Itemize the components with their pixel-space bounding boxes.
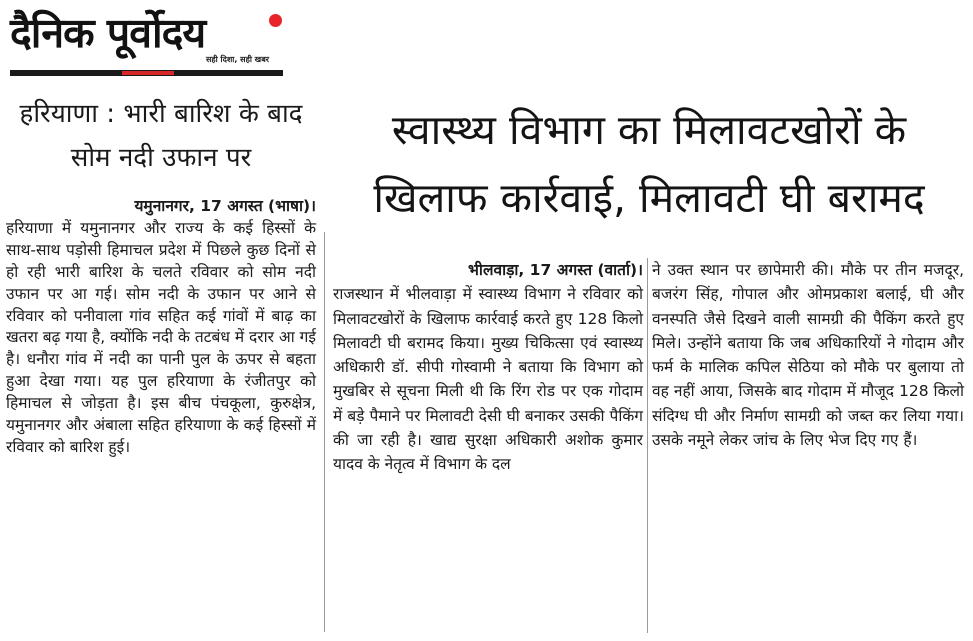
left-article-dateline: यमुनानगर, 17 अगस्त (भाषा)। bbox=[134, 197, 316, 215]
main-article-column-2 bbox=[652, 258, 964, 452]
main-article-column-1 bbox=[333, 258, 643, 477]
main-article-text-2: ने उक्त स्थान पर छापेमारी की। मौके पर तीन मजदूर, बजरंग सिंह, गोपाल और ओमप्रकाश बलाई, घी और वनस्पति जैसे दिखने वाली सामग्री की पैकिंग करते हुए मिले। उन्होंने बताया कि जब अधिकारियों ने गोदाम और फर्म के मालिक कपिल सेठिया को मौके पर बुलाया तो वह नहीं आया, जिसके बाद गोदाम में मौजूद 128 किलो संदिग्ध घी और निर्माण सामग्री को जब्त कर लिया गया। उसके नमूने लेकर जांच के लिए भेज दिए गए हैं। bbox=[652, 261, 964, 450]
main-article-headline: स्वास्थ्य विभाग का मिलावटखोरों के खिलाफ कार्रवाई, मिलावटी घी बरामद bbox=[373, 106, 925, 222]
column-divider bbox=[324, 232, 325, 632]
masthead bbox=[10, 4, 290, 78]
masthead-rule-accent bbox=[122, 71, 174, 75]
newspaper-tagline: सही दिशा, सही खबर bbox=[206, 55, 270, 64]
main-article-dateline: भीलवाड़ा, 17 अगस्त (वार्ता)। bbox=[468, 261, 643, 279]
newspaper-title: दैनिक पूर्वोदय bbox=[10, 9, 206, 57]
main-article-text-1: राजस्थान में भीलवाड़ा में स्वास्थ्य विभाग ने रविवार को मिलावटखोरों के खिलाफ कार्रवाई करते हुए 128 किलो मिलावटी घी बरामद किया। मुख्य चिकित्सा एवं स्वास्थ्य अधिकारी डॉ. सीपी गोस्वामी ने बताया कि विभाग को मुखबिर से सूचना मिली थी कि रिंग रोड पर एक गोदाम में बड़े पैमाने पर मिलावटी देसी घी बनाकर उसकी पैकिंग की जा रही है। खाद्य सुरक्षा अधिकारी अशोक कुमार यादव के नेतृत्व में विभाग के दल bbox=[333, 285, 643, 474]
left-article-headline: हरियाणा : भारी बारिश के बाद सोम नदी उफान पर bbox=[19, 99, 303, 173]
left-article-text: हरियाणा में यमुनानगर और राज्य के कई हिस्सों के साथ-साथ पड़ोसी हिमाचल प्रदेश में पिछले कुछ दिनों से हो रही भारी बारिश के चलते रविवार को सोम नदी उफान पर आ गई। सोम नदी के उफान पर आने से रविवार को पनीवाला गांव सहित कई गांवों में बाढ़ का खतरा बढ़ गया है, क्योंकि नदी के तटबंध में दरार आ गई है। धनौरा गांव में नदी का पानी पुल के ऊपर से बहता हुआ देखा गया। यह पुल हरियाणा के रंजीतपुर को हिमाचल से जोड़ता है। इस बीच पंचकूला, कुरुक्षेत्र, यमुनानगर और अंबाला सहित हरियाणा के कई हिस्सों में रविवार को बारिश हुई। bbox=[6, 218, 316, 456]
red-dot-icon bbox=[269, 14, 282, 27]
column-divider bbox=[647, 258, 648, 633]
left-article-body bbox=[6, 196, 316, 459]
